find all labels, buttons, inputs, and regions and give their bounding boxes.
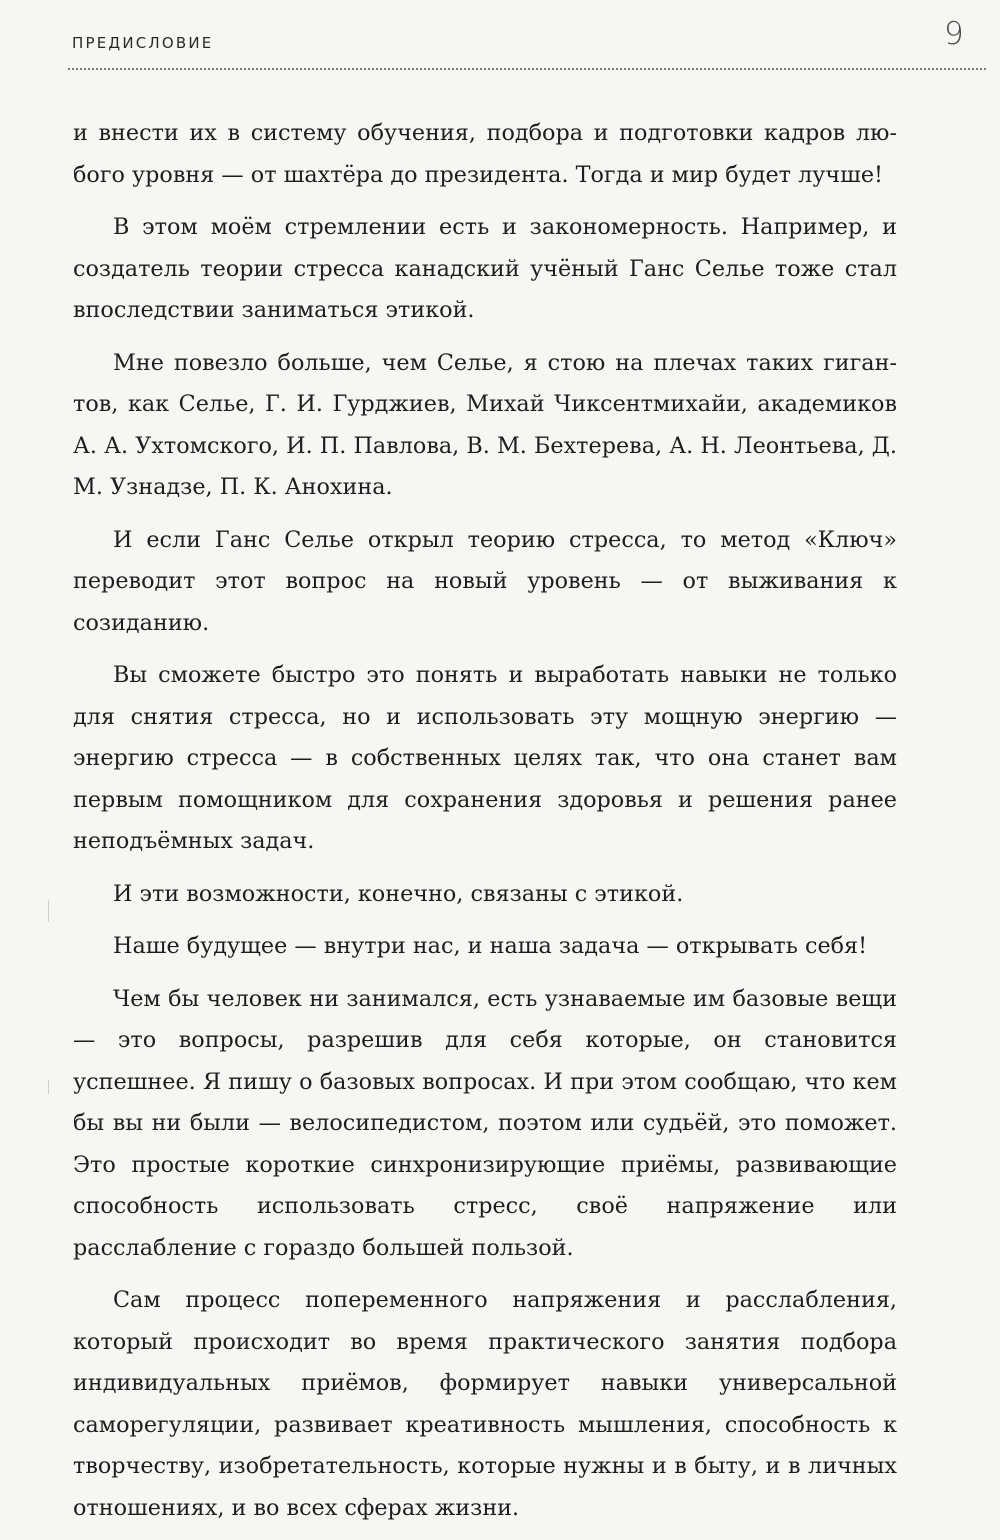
paragraph: и внести их в систему обучения, подбора и подготовки кадров любого уровня — от шахтёра до президента. Тогда и мир будет лучше! <box>73 120 897 188</box>
page-header <box>0 0 1000 80</box>
running-head-title: ПРЕДИСЛОВИЕ <box>72 34 214 52</box>
page-number: 9 <box>944 16 964 52</box>
body-text <box>73 113 897 1540</box>
dotted-rule <box>68 68 986 70</box>
paragraph: И если Ганс Селье открыл теорию стресса, то метод «Ключ» переводит этот вопрос на новый уровень — от выживания к созиданию. <box>73 526 897 636</box>
scan-mark <box>48 1080 49 1094</box>
scan-mark <box>48 900 49 922</box>
paragraph: Наше будущее — внутри нас, и наша задача — открывать себя! <box>113 933 868 959</box>
paragraph: И эти возможности, конечно, связаны с этикой. <box>113 880 684 907</box>
paragraph: Сам процесс попеременного напряжения и расслабления, который происходит во время практического занятия подбора индивидуальных приёмов, формирует навыки универсальной саморегуляции, развивает креативность мышления, способность к творчеству, изобретательность, которые нужны и в быту, и в личных отношениях, и во всех сферах жизни. <box>73 1287 897 1521</box>
paragraph: Чем бы человек ни занимался, есть узнаваемые им базовые вещи — это вопросы, разрешив для себя которые, он становится успешнее. Я пишу о базовых вопросах. И при этом сообщаю, что кем бы вы ни были — велосипедистом, поэтом или судьёй, это поможет. Это простые короткие синхронизирующие приёмы, развивающие способность использовать стресс, своё напряжение или расслабление с гораздо большей пользой. <box>73 985 897 1261</box>
paragraph: Вы сможете быстро это понять и выработать навыки не только для снятия стресса, но и использовать эту мощную энергию — энергию стресса — в собственных целях так, что она станет вам первым помощником для сохранения здоровья и решения ранее неподъёмных задач. <box>73 662 897 854</box>
paragraph: В этом моём стремлении есть и закономерность. Например, и создатель теории стресса канадский учёный Ганс Селье тоже стал впоследствии заниматься этикой. <box>73 214 897 323</box>
paragraph: Мне повезло больше, чем Селье, я стою на плечах таких гигантов, как Селье, Г. И. Гурджиев, Михай Чиксентмихайи, академиков А. А. Ухтомского, И. П. Павлова, В. М. Бехтерева, А. Н. Леонтьева, Д. М. Узнадзе, П. К. Анохина. <box>73 349 897 500</box>
